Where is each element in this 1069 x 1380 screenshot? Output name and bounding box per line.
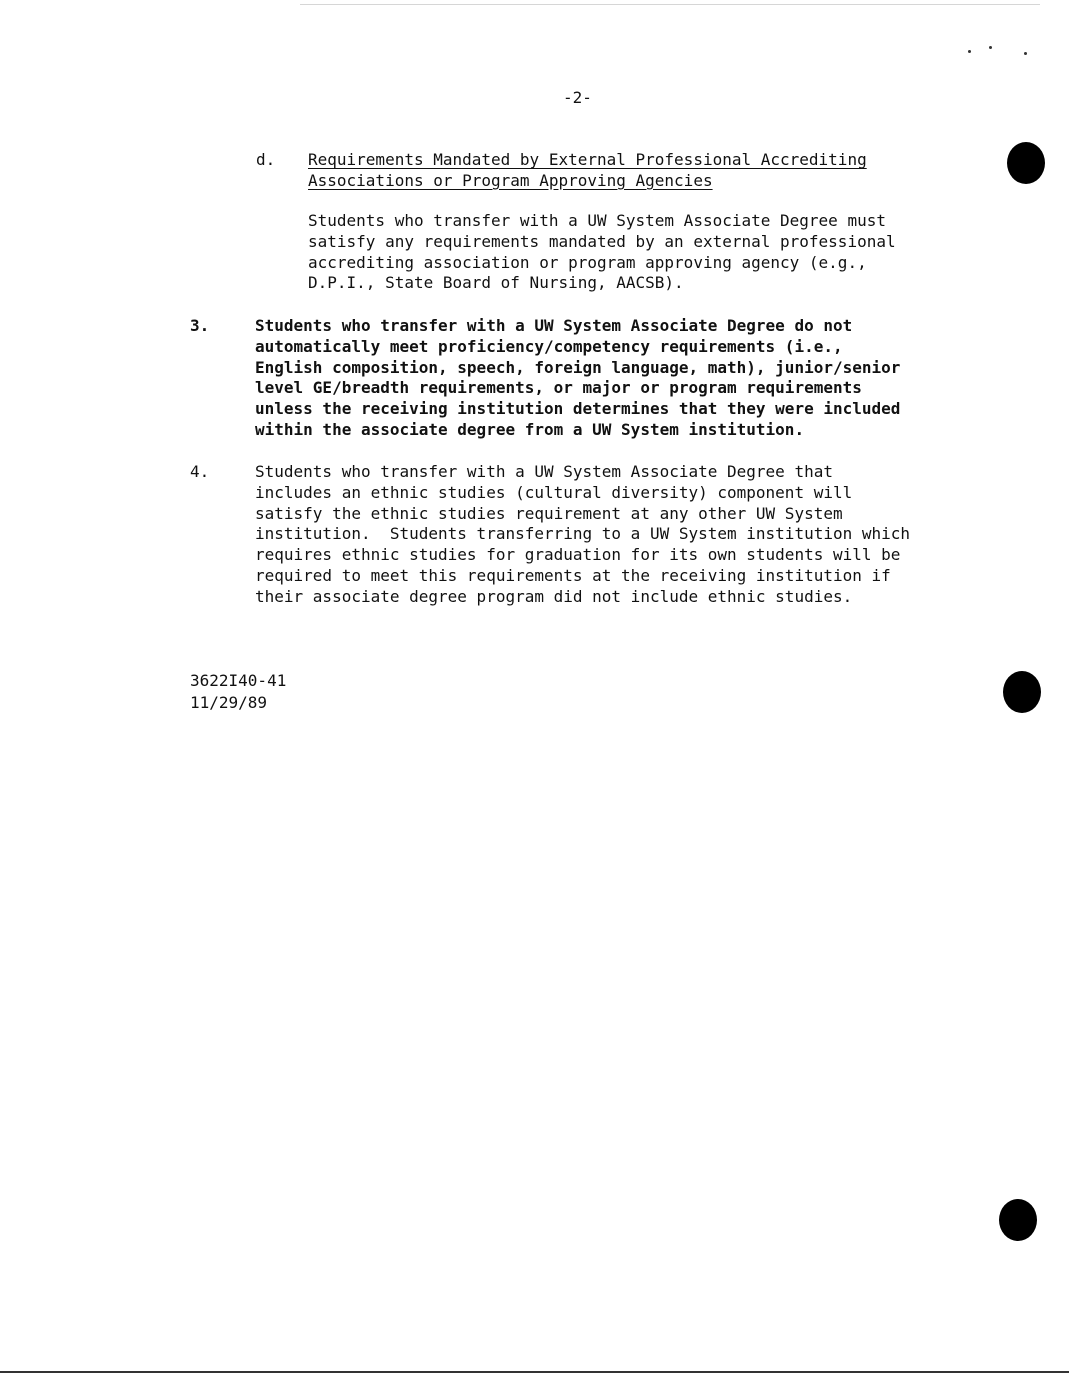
scan-speck (1024, 52, 1027, 55)
section-d-heading (308, 150, 867, 192)
item-4-text (255, 462, 910, 608)
item-line: their associate degree program did not include ethnic studies. (255, 586, 853, 606)
section-d-body (308, 211, 896, 294)
item-line: level GE/breadth requirements, or major or program requirements (255, 378, 862, 398)
body-line: Students who transfer with a UW System Associate Degree must (308, 211, 886, 230)
item-3-text (255, 316, 900, 441)
document-reference (190, 670, 286, 714)
section-d-label: d. (256, 150, 276, 169)
item-line: automatically meet proficiency/competency requirements (i.e., (255, 336, 843, 356)
item-line: within the associate degree from a UW System institution. (255, 419, 805, 439)
item-line: institution. Students transferring to a UW System institution which (255, 524, 911, 544)
scan-speck (968, 50, 971, 53)
punch-hole-top (1007, 142, 1045, 184)
doc-date: 11/29/89 (190, 693, 268, 712)
body-line: D.P.I., State Board of Nursing, AACSB). (308, 273, 684, 293)
item-line: English composition, speech, foreign language, math), junior/senior (255, 357, 901, 377)
item-line: includes an ethnic studies (cultural diversity) component will (255, 482, 853, 502)
item-line: required to meet this requirements at the receiving institution if (255, 565, 891, 585)
item-4-label: 4. (190, 462, 210, 481)
item-line: requires ethnic studies for graduation for its own students will be (255, 545, 901, 565)
item-line: Students who transfer with a UW System Associate Degree do not (255, 316, 853, 335)
heading-line: Associations or Program Approving Agencies (308, 170, 713, 190)
item-line: Students who transfer with a UW System Associate Degree that (255, 462, 833, 481)
item-line: satisfy the ethnic studies requirement at any other UW System (255, 503, 843, 523)
heading-line: Requirements Mandated by External Professional Accrediting (308, 150, 867, 169)
body-line: accrediting association or program approving agency (e.g., (308, 252, 867, 272)
scan-speck (989, 46, 992, 49)
punch-hole-bottom (999, 1199, 1037, 1241)
item-3-label: 3. (190, 316, 210, 335)
top-edge-line (300, 4, 1040, 5)
page-number: -2- (563, 88, 592, 107)
punch-hole-middle (1003, 671, 1041, 713)
bottom-edge-line (0, 1371, 1069, 1373)
body-line: satisfy any requirements mandated by an external professional (308, 231, 896, 251)
item-line: unless the receiving institution determines that they were included (255, 399, 901, 419)
doc-id: 3622I40-41 (190, 671, 287, 690)
